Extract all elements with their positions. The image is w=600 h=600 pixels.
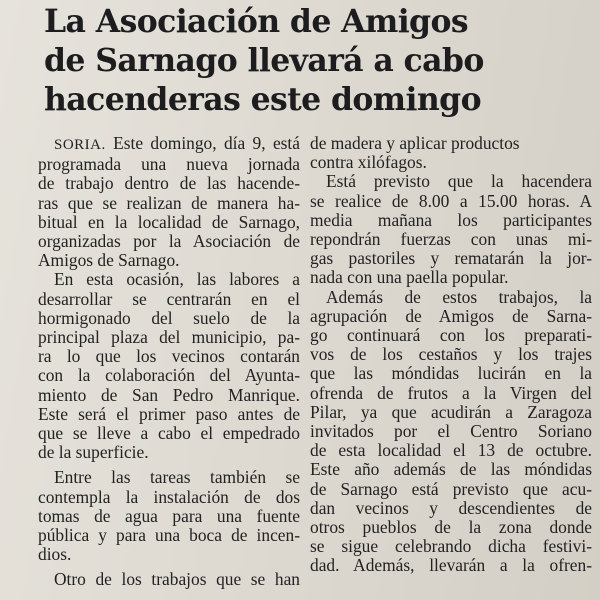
text-line-content: se sigue celebrando dicha festivi- xyxy=(310,536,592,557)
text-line-content: de la superficie. xyxy=(38,442,149,463)
text-line-content: principal plaza del municipio, pa- xyxy=(38,327,300,348)
text-line-content: media mañana los participantes xyxy=(310,209,592,230)
text-line-content: nada con una paella popular. xyxy=(310,267,509,288)
text-line-content: Además de estos trabajos, la xyxy=(326,286,592,307)
text-line xyxy=(310,480,592,499)
text-line-content: gas pastoriles y rematarán la jor- xyxy=(310,248,592,269)
text-line-content: Entre las tareas también se xyxy=(54,467,300,488)
text-line-content: otros pueblos de la zona donde xyxy=(310,517,592,538)
text-line xyxy=(38,347,300,366)
text-line-content: pública y para una boca de incen- xyxy=(38,525,300,546)
text-line-content: Este domingo, día 9, está xyxy=(105,133,300,153)
headline xyxy=(44,2,574,119)
text-line xyxy=(310,364,592,383)
text-line xyxy=(38,443,300,462)
text-line-content: Este año además de las móndidas xyxy=(310,459,592,480)
text-line-content: ras que se realizan de manera ha- xyxy=(38,192,300,213)
text-line-content: vos de los cestaños y los trajes xyxy=(310,344,592,365)
article-column-left xyxy=(38,134,300,590)
text-line-content: bitual en la localidad de Sarnago, xyxy=(38,211,300,232)
headline-line: de Sarnago llevará a cabo xyxy=(44,42,484,79)
text-line-content: organizadas por la Asociación de xyxy=(38,231,300,252)
text-line xyxy=(310,537,592,556)
text-line xyxy=(38,488,300,507)
text-line-content: hormigonado del suelo de la xyxy=(38,307,300,328)
text-line xyxy=(310,134,592,153)
text-line-content: que se lleve a cabo el empedrado xyxy=(38,423,300,444)
text-line-content: contra xilófagos. xyxy=(310,152,427,173)
text-line-content: repondrán fuerzas con unas mi- xyxy=(310,229,592,250)
text-line xyxy=(310,499,592,518)
text-line xyxy=(38,328,300,347)
text-line xyxy=(310,288,592,307)
text-line-content: desarrollar se centrarán en el xyxy=(38,288,300,309)
text-line-content: programada una nueva jornada xyxy=(38,154,300,175)
text-line xyxy=(38,251,300,270)
text-line xyxy=(38,270,300,289)
text-line xyxy=(38,507,300,526)
text-line xyxy=(310,556,592,575)
text-line xyxy=(310,230,592,249)
text-line xyxy=(38,155,300,174)
text-line xyxy=(38,194,300,213)
dateline: SORIA. xyxy=(54,137,106,153)
text-line-content: ofrenda de frutos a la Virgen del xyxy=(310,382,592,403)
text-line xyxy=(310,307,592,326)
text-line-content: Pilar, ya que acudirán a Zaragoza xyxy=(310,401,592,422)
text-line xyxy=(310,192,592,211)
text-line xyxy=(310,249,592,268)
text-line-content: En esta ocasión, las labores a xyxy=(54,269,300,290)
text-line xyxy=(310,403,592,422)
text-line-content: dios. xyxy=(38,544,72,565)
text-line xyxy=(38,545,300,564)
text-line-content: agrupación de Amigos de Sarna- xyxy=(310,305,592,326)
text-line xyxy=(310,326,592,345)
text-line xyxy=(38,386,300,405)
text-line xyxy=(310,211,592,230)
text-line-content: que las móndidas lucirán en la xyxy=(310,363,592,384)
text-line xyxy=(38,232,300,251)
headline-line: La Asociación de Amigos xyxy=(44,3,469,40)
text-line-content: de esta localidad el 13 de octubre. xyxy=(310,440,592,461)
text-line-content: Amigos de Sarnago. xyxy=(38,250,180,271)
text-line-content: go continuará con los preparati- xyxy=(310,325,592,346)
text-line-content: de madera y aplicar productos xyxy=(310,133,520,153)
text-line xyxy=(310,384,592,403)
text-line xyxy=(310,441,592,460)
text-line xyxy=(310,268,592,287)
article-column-right xyxy=(310,134,592,576)
text-line xyxy=(310,518,592,537)
text-line xyxy=(38,309,300,328)
text-line-content: dad. Además, llevarán a la ofren- xyxy=(310,555,592,576)
text-line-content: Este será el primer paso antes de xyxy=(38,403,300,424)
text-line-content: tomas de agua para una fuente xyxy=(38,505,300,526)
text-line xyxy=(310,345,592,364)
text-line-content: Está previsto que la hacendera xyxy=(326,171,592,192)
text-line xyxy=(38,526,300,545)
text-line xyxy=(38,405,300,424)
text-line-content: de Sarnago está previsto que acu- xyxy=(310,478,592,499)
text-line-content: invitados por el Centro Soriano xyxy=(310,421,592,442)
text-line-content: se realice de 8.00 a 15.00 horas. A xyxy=(310,190,592,211)
text-line xyxy=(38,213,300,232)
text-line xyxy=(310,422,592,441)
text-line-content: contempla la instalación de dos xyxy=(38,486,300,507)
text-line-content: Otro de los trabajos que se han xyxy=(54,569,300,590)
text-line-content: con la colaboración del Ayunta- xyxy=(38,365,300,386)
text-line-content: miento de San Pedro Manrique. xyxy=(38,384,300,405)
text-line xyxy=(38,424,300,443)
text-line-content: de trabajo dentro de las hacende- xyxy=(38,173,300,194)
text-line xyxy=(38,134,300,155)
text-line xyxy=(310,153,592,172)
text-line xyxy=(38,570,300,589)
text-line xyxy=(38,290,300,309)
text-line xyxy=(38,366,300,385)
text-line-content: dan vecinos y descendientes de xyxy=(310,497,592,518)
text-line xyxy=(310,460,592,479)
text-line-content: ra lo que los vecinos contarán xyxy=(38,346,300,367)
text-line xyxy=(38,468,300,487)
text-line xyxy=(310,172,592,191)
text-line xyxy=(38,174,300,193)
headline-line: hacenderas este domingo xyxy=(44,81,482,118)
